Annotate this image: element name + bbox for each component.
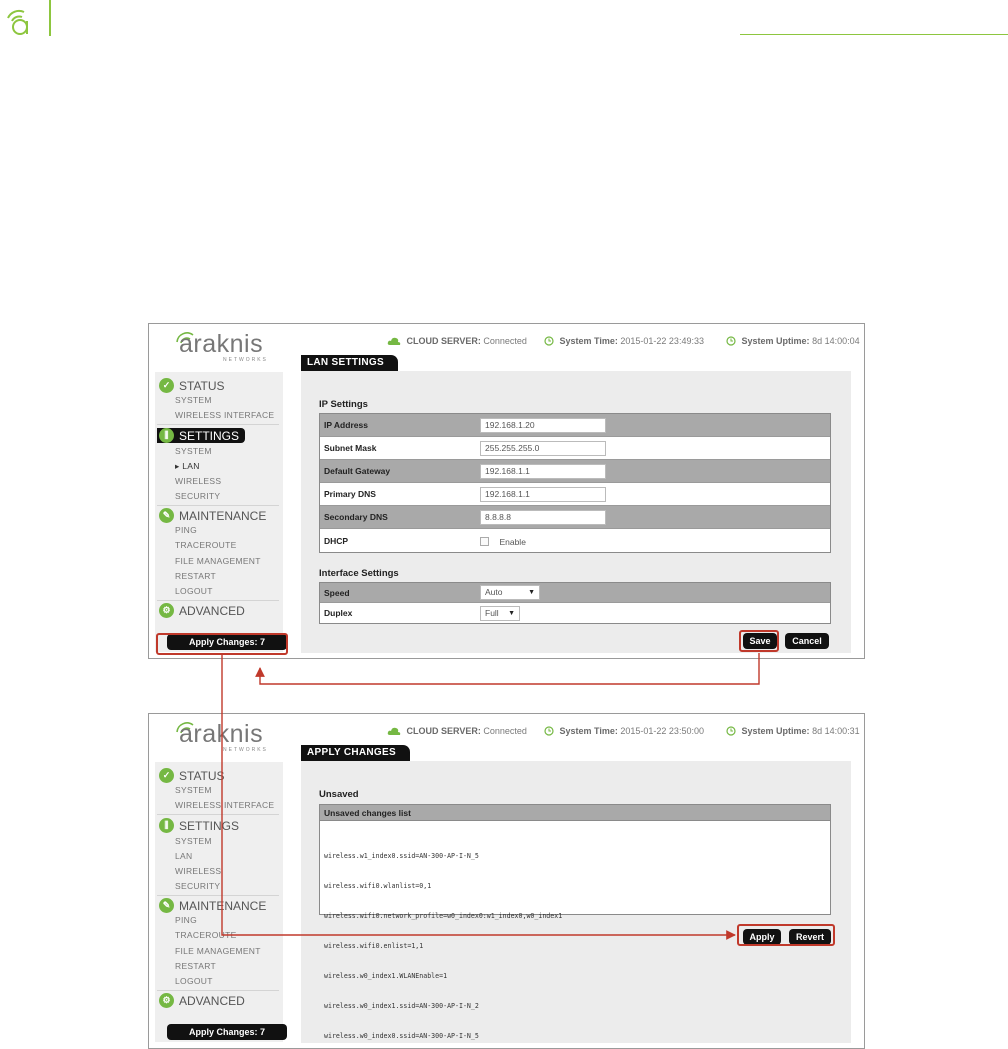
save-callout [739, 630, 779, 652]
table-row [320, 603, 830, 623]
page-title: APPLY CHANGES [301, 745, 410, 761]
brand-logo [175, 720, 285, 754]
secondary-dns-input[interactable]: 8.8.8.8 [480, 510, 606, 525]
nav-maintenance-label: MAINTENANCE [179, 508, 267, 523]
nav-status[interactable] [159, 378, 225, 393]
wrench-icon: ✎ [159, 898, 174, 913]
list-item: wireless.wifi0.network_profile=w0_index0:w1_index0,w0_index1 [324, 912, 563, 920]
apply-changes-button[interactable]: Apply Changes: 7 [167, 634, 287, 650]
nav-advanced-label: ADVANCED [179, 603, 245, 618]
sidebar [155, 762, 283, 1042]
nav-status[interactable] [159, 768, 225, 783]
gear-icon: ⚙ [159, 993, 174, 1008]
speed-select[interactable] [480, 585, 540, 600]
nav-maintenance[interactable] [159, 898, 266, 913]
nav-ping[interactable]: PING [175, 915, 197, 925]
ip-settings-heading: IP Settings [319, 399, 368, 410]
unsaved-heading: Unsaved [319, 789, 359, 800]
nav-file-management[interactable]: FILE MANAGEMENT [175, 946, 261, 956]
page-title: LAN SETTINGS [301, 355, 398, 371]
table-row [320, 460, 830, 483]
clock-icon [544, 726, 554, 736]
unsaved-changes-header: Unsaved changes list [320, 805, 830, 821]
primary-dns-label: Primary DNS [324, 489, 376, 499]
apply-changes-callout [156, 633, 288, 655]
dhcp-enable-label: Enable [499, 536, 526, 547]
clock-icon [726, 336, 736, 346]
clock-icon [726, 726, 736, 736]
brand-tagline: NETWORKS [223, 747, 268, 753]
ip-address-input[interactable]: 192.168.1.20 [480, 418, 606, 433]
gear-icon: ⚙ [159, 603, 174, 618]
nav-wireless-interface[interactable]: WIRELESS INTERFACE [175, 800, 275, 810]
nav-status-label: STATUS [179, 378, 225, 393]
nav-divider [157, 990, 279, 991]
clock-icon [544, 336, 554, 346]
nav-settings-system[interactable]: SYSTEM [175, 836, 212, 846]
apply-revert-callout [737, 924, 835, 946]
apply-button[interactable]: Apply [743, 929, 781, 945]
cloud-label: CLOUD SERVER: [406, 336, 481, 346]
table-row [320, 583, 830, 603]
nav-settings-system[interactable]: SYSTEM [175, 446, 212, 456]
cancel-button[interactable]: Cancel [785, 633, 829, 649]
interface-settings-table [319, 582, 831, 624]
system-time [544, 726, 704, 736]
cloud-server-status [387, 726, 527, 736]
brand-wordmark: araknis [179, 720, 264, 748]
nav-lan[interactable]: LAN [175, 851, 193, 861]
duplex-value: Full [485, 607, 499, 618]
nav-advanced[interactable] [159, 993, 245, 1008]
sliders-icon: ⫼ [159, 818, 174, 833]
nav-traceroute[interactable]: TRACEROUTE [175, 540, 237, 550]
lan-settings-screenshot [148, 323, 865, 659]
list-item: wireless.wifi0.enlist=1,1 [324, 942, 424, 950]
revert-button[interactable]: Revert [789, 929, 831, 945]
duplex-label: Duplex [324, 608, 353, 618]
nav-ping[interactable]: PING [175, 525, 197, 535]
nav-maintenance-label: MAINTENANCE [179, 898, 267, 913]
nav-status-system[interactable]: SYSTEM [175, 785, 212, 795]
nav-logout[interactable]: LOGOUT [175, 976, 213, 986]
wrench-icon: ✎ [159, 508, 174, 523]
apply-changes-button[interactable]: Apply Changes: 7 [167, 1024, 287, 1040]
brand-wordmark: araknis [179, 330, 264, 358]
list-item: wireless.w0_index0.ssid=AN-300-AP-I-N_5 [324, 1032, 479, 1040]
ip-settings-table [319, 413, 831, 553]
cloud-value: Connected [483, 336, 527, 346]
nav-divider [157, 600, 279, 601]
apply-changes-panel [301, 761, 851, 1043]
dropdown-arrow-icon: ▼ [508, 609, 515, 617]
nav-divider [157, 895, 279, 896]
uptime-label: System Uptime: [741, 726, 810, 736]
sliders-icon: ⫼ [159, 428, 174, 443]
ip-address-label: IP Address [324, 420, 368, 430]
apply-changes-screenshot [148, 713, 865, 1049]
time-value: 2015-01-22 23:49:33 [620, 336, 704, 346]
table-row [320, 506, 830, 529]
dhcp-enable [480, 532, 526, 550]
nav-traceroute[interactable]: TRACEROUTE [175, 930, 237, 940]
nav-maintenance[interactable] [159, 508, 266, 523]
nav-restart[interactable]: RESTART [175, 961, 216, 971]
nav-wireless[interactable]: WIRELESS [175, 476, 222, 486]
speed-value: Auto [485, 587, 503, 597]
table-row [320, 529, 830, 552]
nav-advanced[interactable] [159, 603, 245, 618]
save-button[interactable]: Save [743, 633, 777, 649]
nav-divider [157, 814, 279, 815]
list-item: wireless.w0_index1.ssid=AN-300-AP-I-N_2 [324, 1002, 479, 1010]
araknis-logo-icon [4, 6, 38, 36]
cloud-value: Connected [483, 726, 527, 736]
nav-security[interactable]: SECURITY [175, 491, 221, 501]
nav-lan-label: LAN [182, 461, 200, 471]
nav-settings[interactable] [159, 818, 239, 833]
subnet-mask-input[interactable]: 255.255.255.0 [480, 441, 606, 456]
nav-logout[interactable]: LOGOUT [175, 586, 213, 596]
header-divider [49, 0, 51, 36]
interface-settings-heading: Interface Settings [319, 568, 399, 579]
brand-logo [175, 330, 285, 364]
header-rule [740, 34, 1008, 35]
nav-lan[interactable]: ▸ LAN [175, 461, 200, 471]
duplex-select[interactable] [480, 606, 520, 621]
time-label: System Time: [559, 726, 618, 736]
speed-label: Speed [324, 587, 350, 598]
dhcp-label: DHCP [324, 535, 349, 546]
system-time [544, 336, 704, 346]
nav-wireless[interactable]: WIRELESS [175, 866, 222, 876]
check-icon: ✓ [159, 378, 174, 393]
system-uptime [726, 726, 860, 736]
dhcp-checkbox[interactable] [480, 537, 489, 546]
table-row [320, 437, 830, 460]
nav-settings[interactable] [157, 428, 245, 443]
brand-tagline: NETWORKS [223, 357, 268, 363]
time-value: 2015-01-22 23:50:00 [620, 726, 704, 736]
nav-file-management[interactable]: FILE MANAGEMENT [175, 556, 261, 566]
list-item: wireless.w0_index1.WLANEnable=1 [324, 972, 448, 980]
cloud-server-status [387, 336, 527, 346]
table-row [320, 414, 830, 437]
nav-status-system[interactable]: SYSTEM [175, 395, 212, 405]
nav-status-label: STATUS [179, 768, 225, 783]
nav-settings-label: SETTINGS [179, 818, 240, 833]
dropdown-arrow-icon: ▼ [528, 589, 535, 596]
subnet-mask-label: Subnet Mask [324, 443, 377, 453]
nav-security[interactable]: SECURITY [175, 881, 221, 891]
default-gateway-label: Default Gateway [324, 466, 391, 476]
table-row [320, 483, 830, 506]
uptime-value: 8d 14:00:04 [812, 336, 860, 346]
secondary-dns-label: Secondary DNS [324, 512, 388, 522]
nav-advanced-label: ADVANCED [179, 993, 245, 1008]
cloud-label: CLOUD SERVER: [406, 726, 481, 736]
sidebar [155, 372, 283, 652]
default-gateway-input[interactable]: 192.168.1.1 [480, 464, 606, 479]
nav-settings-label: SETTINGS [179, 428, 240, 443]
system-uptime [726, 336, 860, 346]
uptime-value: 8d 14:00:31 [812, 726, 860, 736]
lan-settings-panel [301, 371, 851, 653]
list-item: wireless.w1_index0.ssid=AN-300-AP-I-N_5 [324, 852, 479, 860]
time-label: System Time: [559, 336, 618, 346]
nav-wireless-interface[interactable]: WIRELESS INTERFACE [175, 410, 275, 420]
list-item: wireless.wifi0.wlanlist=0,1 [324, 882, 432, 890]
cloud-icon [387, 727, 401, 736]
cloud-icon [387, 337, 401, 346]
check-icon: ✓ [159, 768, 174, 783]
nav-divider [157, 505, 279, 506]
uptime-label: System Uptime: [741, 336, 810, 346]
primary-dns-input[interactable]: 192.168.1.1 [480, 487, 606, 502]
nav-divider [157, 424, 279, 425]
nav-restart[interactable]: RESTART [175, 571, 216, 581]
